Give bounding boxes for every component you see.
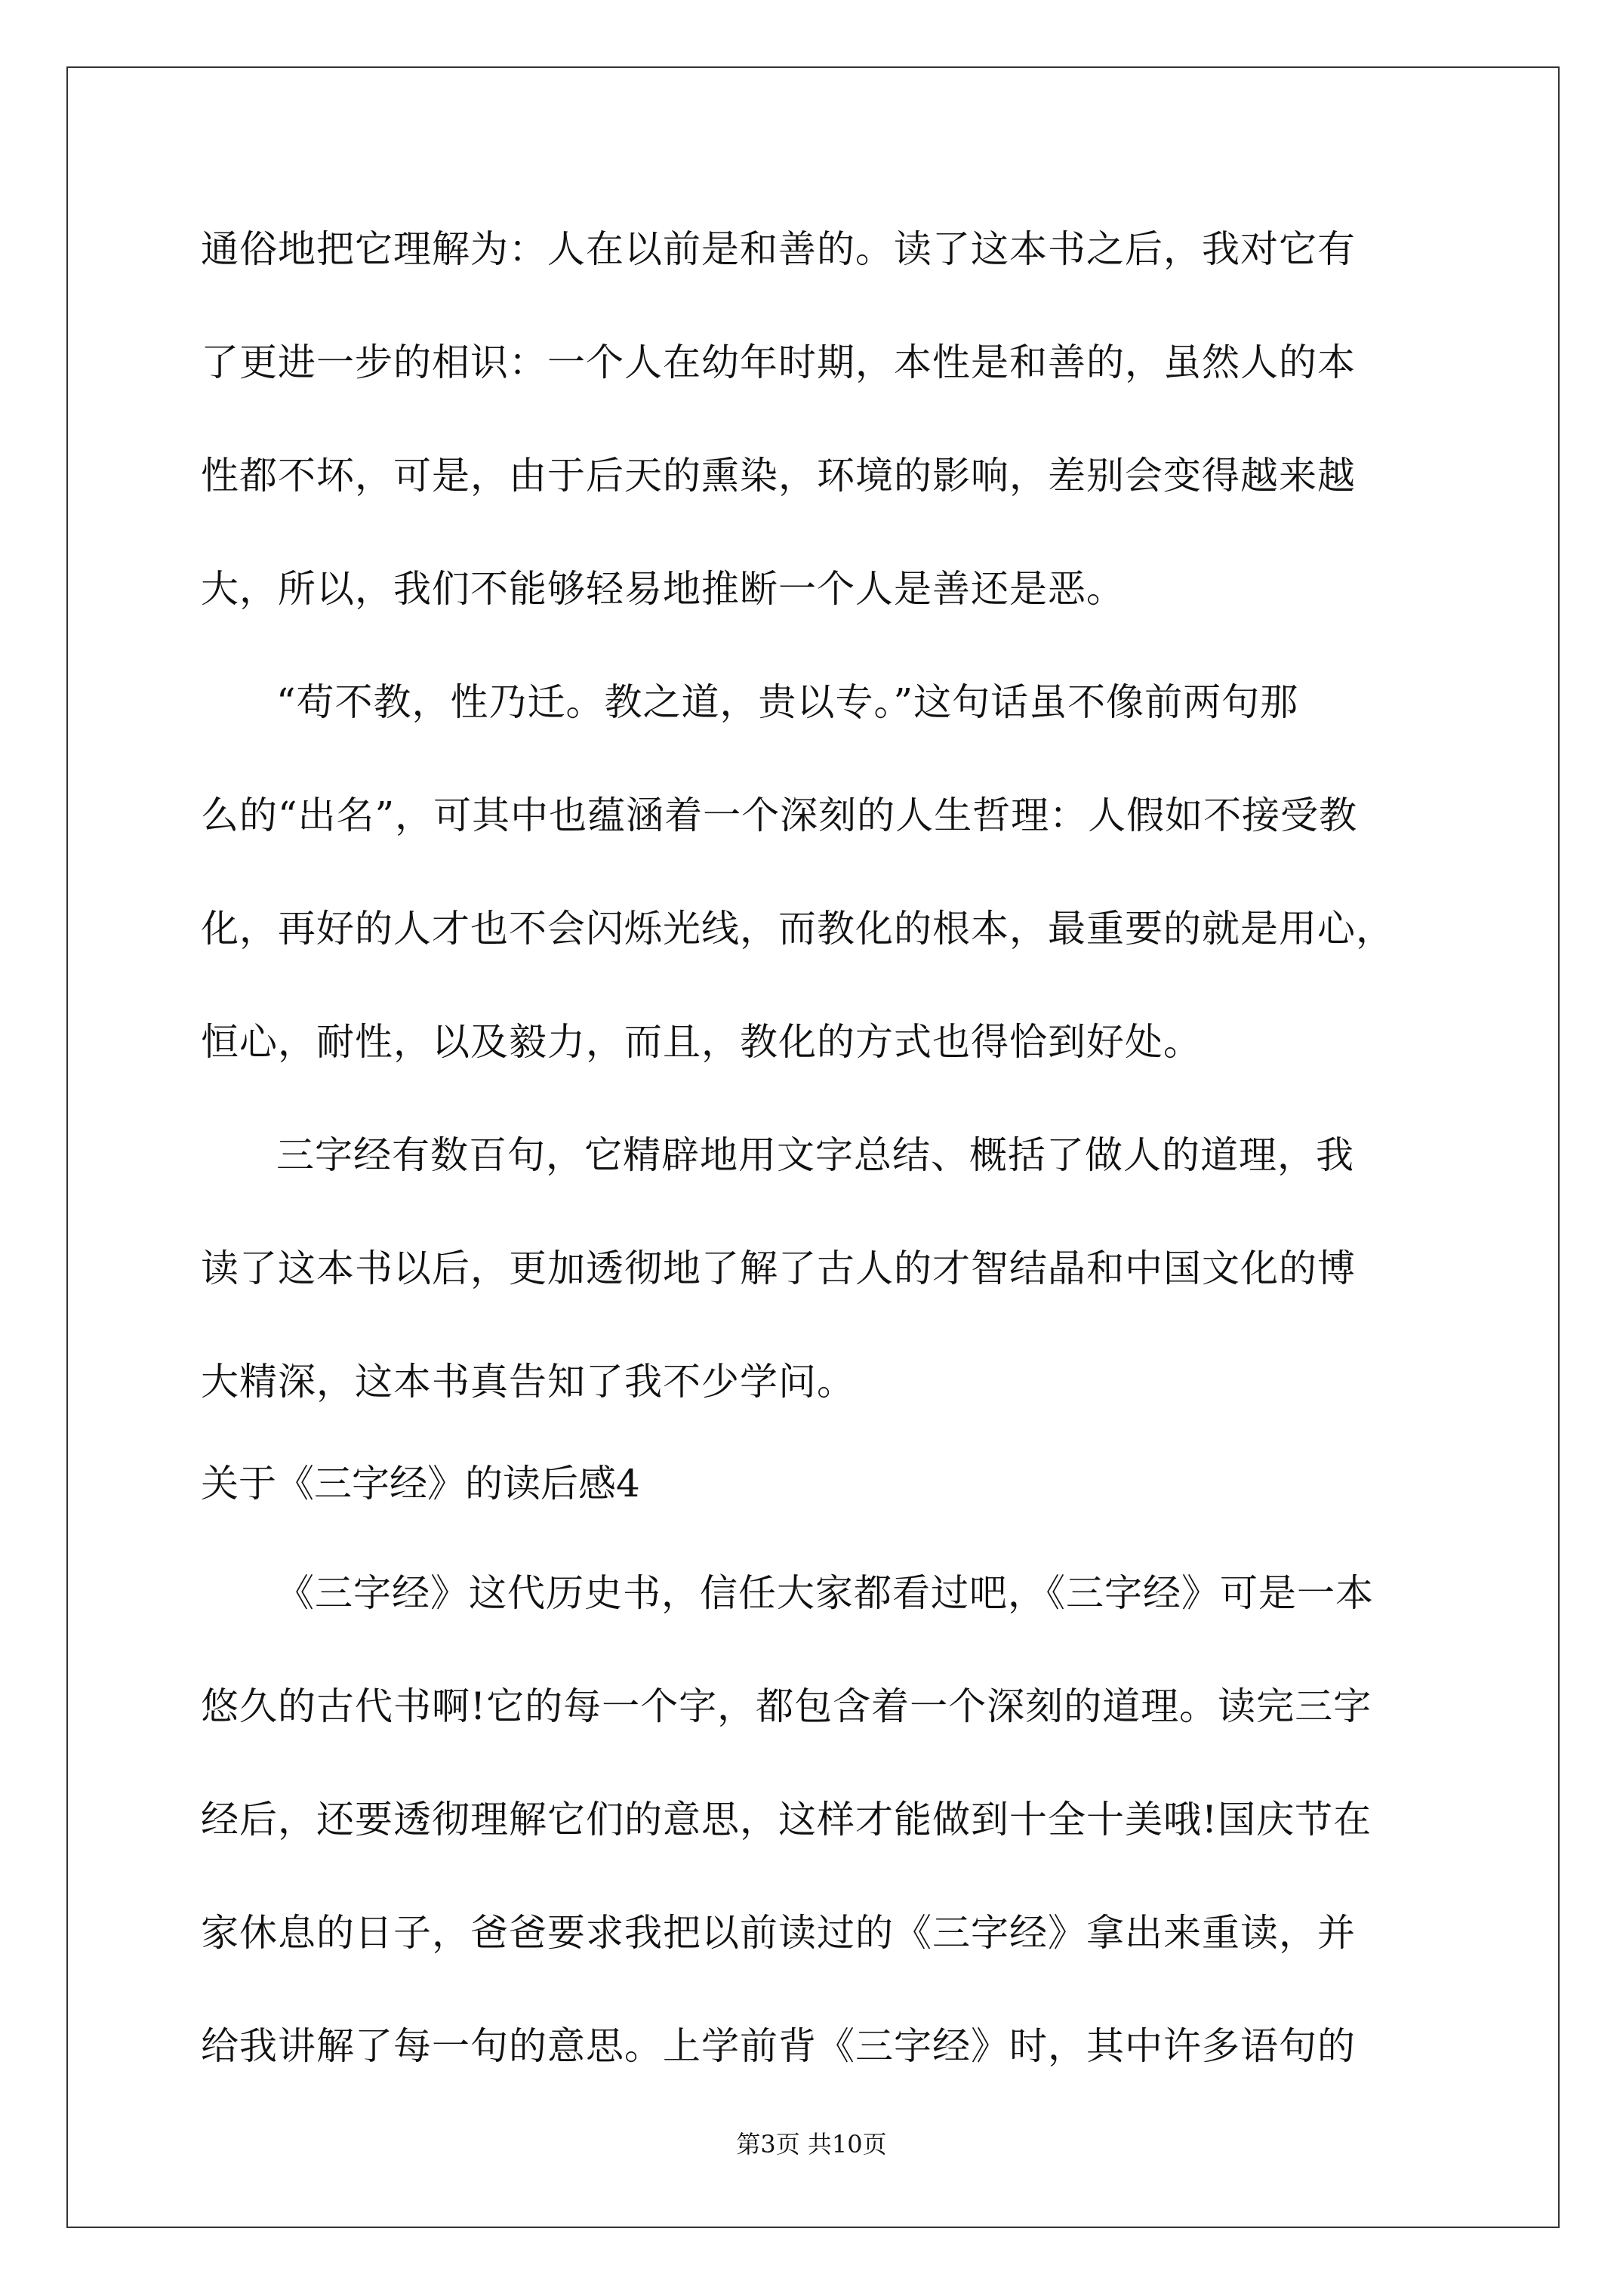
paragraph-3-line-1: 三字经有数百句，它精辟地用文字总结、概括了做人的道理，我 <box>276 1133 1354 1177</box>
paragraph-3-line-3: 大精深，这本书真告知了我不少学问。 <box>201 1360 855 1404</box>
page-number-footer: 第3页 共10页 <box>736 2130 887 2159</box>
paragraph-4-line-4: 家休息的日子，爸爸要求我把以前读过的《三字经》拿出来重读，并 <box>201 1911 1356 1955</box>
section-heading: 关于《三字经》的读后感4 <box>201 1462 640 1505</box>
paragraph-2-line-4: 恒心，耐性，以及毅力，而且，教化的方式也得恰到好处。 <box>201 1020 1202 1064</box>
paragraph-2-line-3: 化，再好的人才也不会闪烁光线，而教化的根本，最重要的就是用心， <box>201 907 1394 951</box>
paragraph-2-line-2: 么的“出名”，可其中也蕴涵着一个深刻的人生哲理：人假如不接受教 <box>201 794 1358 837</box>
paragraph-4-line-1: 《三字经》这代历史书，信任大家都看过吧，《三字经》可是一本 <box>276 1571 1374 1615</box>
paragraph-1-line-3: 性都不坏，可是，由于后天的熏染，环境的影响，差别会变得越来越 <box>201 454 1356 498</box>
paragraph-4-line-3: 经后，还要透彻理解它们的意思，这样才能做到十全十美哦!国庆节在 <box>201 1798 1372 1841</box>
paragraph-2-line-1: “苟不教，性乃迁。教之道，贵以专。”这句话虽不像前两句那 <box>276 680 1299 724</box>
paragraph-4-line-2: 悠久的古代书啊!它的每一个字，都包含着一个深刻的道理。读完三字 <box>201 1684 1372 1728</box>
paragraph-3-line-2: 读了这本书以后，更加透彻地了解了古人的才智结晶和中国文化的博 <box>201 1247 1356 1290</box>
paragraph-1-line-1: 通俗地把它理解为：人在以前是和善的。读了这本书之后，我对它有 <box>201 227 1356 271</box>
paragraph-1-line-2: 了更进一步的相识：一个人在幼年时期，本性是和善的，虽然人的本 <box>201 341 1356 384</box>
paragraph-4-line-5: 给我讲解了每一句的意思。上学前背《三字经》时，其中许多语句的 <box>201 2024 1356 2068</box>
paragraph-1-line-4: 大，所以，我们不能够轻易地推断一个人是善还是恶。 <box>201 567 1125 611</box>
